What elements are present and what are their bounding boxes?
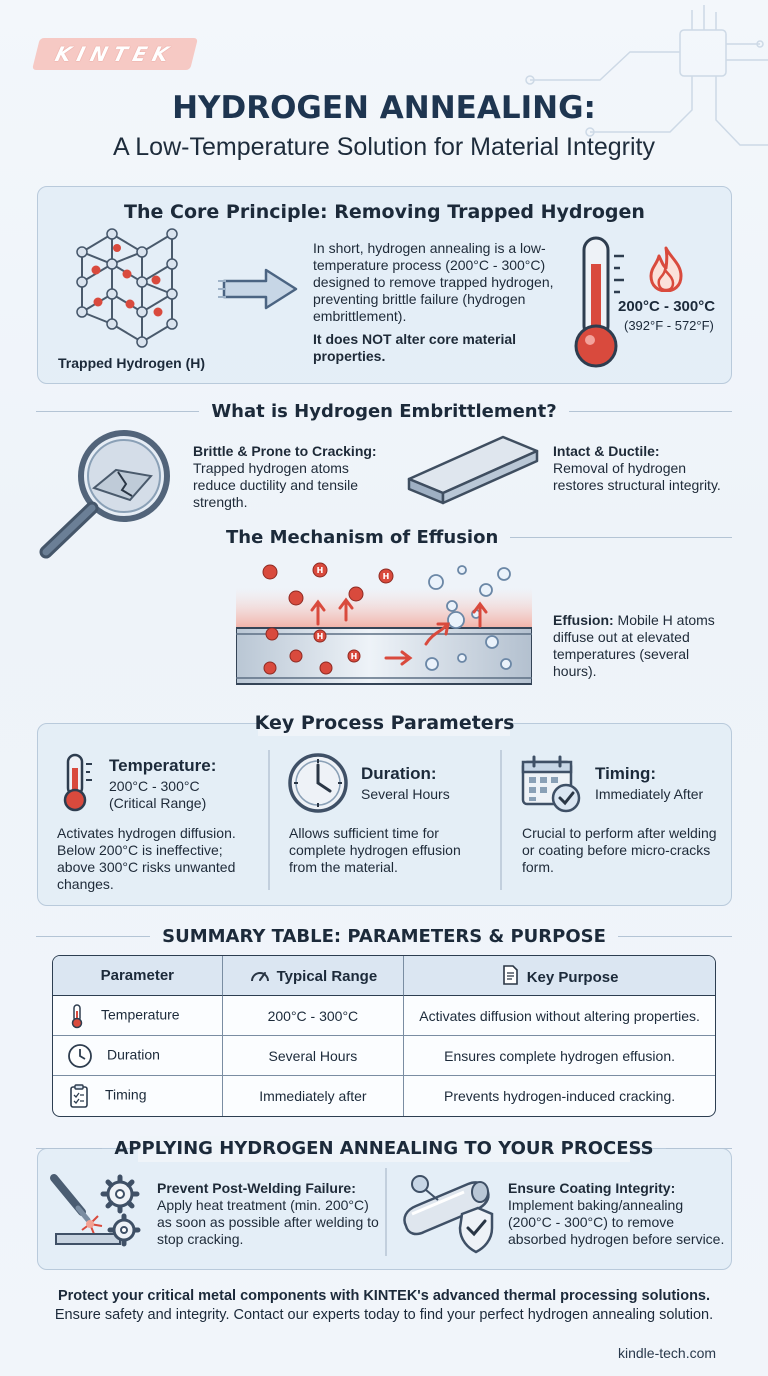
page-title: HYDROGEN ANNEALING:: [172, 90, 596, 126]
embrittlement-section-title: What is Hydrogen Embrittlement?: [36, 401, 732, 422]
arrow-right-icon: [218, 264, 302, 314]
core-principle-title: The Core Principle: Removing Trapped Hydrogen: [124, 201, 645, 223]
intact-text: Removal of hydrogen restores structural integrity.: [553, 460, 721, 493]
effusion-diagram: [236, 560, 532, 692]
effusion-text: [553, 612, 723, 680]
param-divider: [268, 750, 270, 890]
param-timing-value: Immediately After: [595, 786, 704, 802]
applying-right-heading: Ensure Coating Integrity:: [508, 1180, 676, 1196]
h-atom-label: H: [350, 652, 358, 661]
welding-gear-icon: [48, 1172, 148, 1254]
h-atom-label: H: [316, 566, 324, 575]
param-timing-heading: Timing:: [595, 764, 657, 783]
table-header-row: [53, 956, 715, 996]
cell-purpose: Activates diffusion without altering properties.: [404, 996, 715, 1036]
clock-icon: [67, 1043, 93, 1069]
applying-left-heading: Prevent Post-Welding Failure:: [157, 1180, 356, 1196]
lattice-label: Trapped Hydrogen (H): [58, 355, 206, 371]
crystal-lattice-icon: [72, 222, 196, 350]
h-atom-label: H: [316, 632, 324, 641]
applying-section-title: APPLYING HYDROGEN ANNEALING TO YOUR PROCESS: [36, 1138, 732, 1159]
param-duration-value: Several Hours: [361, 786, 450, 802]
clock-icon: [286, 751, 350, 815]
h-atom-label: H: [382, 572, 390, 581]
cell-range: Several Hours: [223, 1036, 405, 1076]
cell-purpose: Prevents hydrogen-induced cracking.: [444, 1088, 676, 1104]
coated-pipe-shield-icon: [398, 1170, 498, 1256]
param-timing-text: Crucial to perform after welding or coating before micro-cracks form.: [522, 825, 717, 875]
cell-range: Immediately after: [223, 1076, 405, 1116]
summary-section-title: SUMMARY TABLE: PARAMETERS & PURPOSE: [36, 926, 732, 947]
flame-icon: [647, 246, 685, 292]
param-temperature-text: Activates hydrogen diffusion. Below 200°C is ineffective; above 300°C risks unwanted changes.: [57, 825, 236, 892]
param-temperature-value: 200°C - 300°C: [109, 778, 200, 794]
param-temperature-value-note: (Critical Range): [109, 795, 207, 811]
cell-parameter: Temperature: [53, 996, 223, 1036]
param-temperature-heading: Temperature:: [109, 756, 217, 775]
brittle-heading: Brittle & Prone to Cracking:: [193, 443, 377, 459]
summary-table: [52, 955, 716, 1117]
gauge-icon: [249, 967, 271, 983]
temp-range-fahrenheit: (392°F - 572°F): [624, 318, 714, 333]
header-typical-range: Typical Range: [223, 956, 405, 996]
param-divider: [500, 750, 502, 890]
cell-purpose: Ensures complete hydrogen effusion.: [404, 1036, 715, 1076]
table-row: [53, 1036, 715, 1076]
table-row: [53, 996, 715, 1036]
core-description: In short, hydrogen annealing is a low-temperature process (200°C - 300°C) designed to remove trapped hydrogen, preventing brittle failure (hydrogen embrittlement).: [313, 240, 554, 324]
thermometer-icon: [58, 752, 98, 814]
param-duration-text: Allows sufficient time for complete hydrogen effusion from the material.: [289, 825, 461, 875]
footer-tagline: Protect your critical metal components with KINTEK's advanced thermal processing solutions.: [57, 1288, 711, 1304]
parameters-section-title: Key Process Parameters: [254, 712, 515, 734]
calendar-check-icon: [520, 754, 582, 814]
thermometer-icon: [69, 1003, 85, 1029]
applying-left-text: Apply heat treatment (min. 200°C) as soon as possible after welding to stop cracking.: [157, 1197, 379, 1247]
applying-divider: [385, 1168, 387, 1256]
document-icon: [501, 965, 519, 985]
effusion-description: Mobile H atoms diffuse out at elevated temperatures (several hours).: [553, 612, 715, 679]
footer-cta: Ensure safety and integrity. Contact our experts today to find your perfect hydrogen annealing solution.: [54, 1307, 714, 1323]
brittle-text: Trapped hydrogen atoms reduce ductility and tensile strength.: [193, 460, 358, 510]
header-key-purpose: Key Purpose: [404, 956, 715, 996]
kintek-logo[interactable]: KINTEK: [32, 38, 198, 70]
effusion-section-title: The Mechanism of Effusion: [226, 527, 732, 548]
page-subtitle: A Low-Temperature Solution for Material Integrity: [113, 133, 655, 161]
header-parameter: Parameter: [53, 956, 223, 996]
footer-url[interactable]: kindle-tech.com: [618, 1345, 717, 1361]
cell-parameter: Duration: [53, 1036, 223, 1076]
clipboard-icon: [69, 1083, 89, 1109]
cell-range: 200°C - 300°C: [223, 996, 405, 1036]
cell-parameter: Timing: [53, 1076, 223, 1116]
temp-range-celsius: 200°C - 300°C: [618, 298, 716, 315]
core-note: It does NOT alter core material properties.: [313, 331, 517, 364]
param-duration-heading: Duration:: [361, 764, 437, 783]
table-row: [53, 1076, 715, 1116]
applying-right-text: Implement baking/annealing (200°C - 300°C) to remove absorbed hydrogen before service.: [508, 1197, 725, 1247]
magnifier-crack-icon: [36, 428, 184, 562]
intact-heading: Intact & Ductile:: [553, 443, 660, 459]
effusion-heading: Effusion:: [553, 612, 614, 628]
metal-bar-icon: [403, 433, 543, 505]
